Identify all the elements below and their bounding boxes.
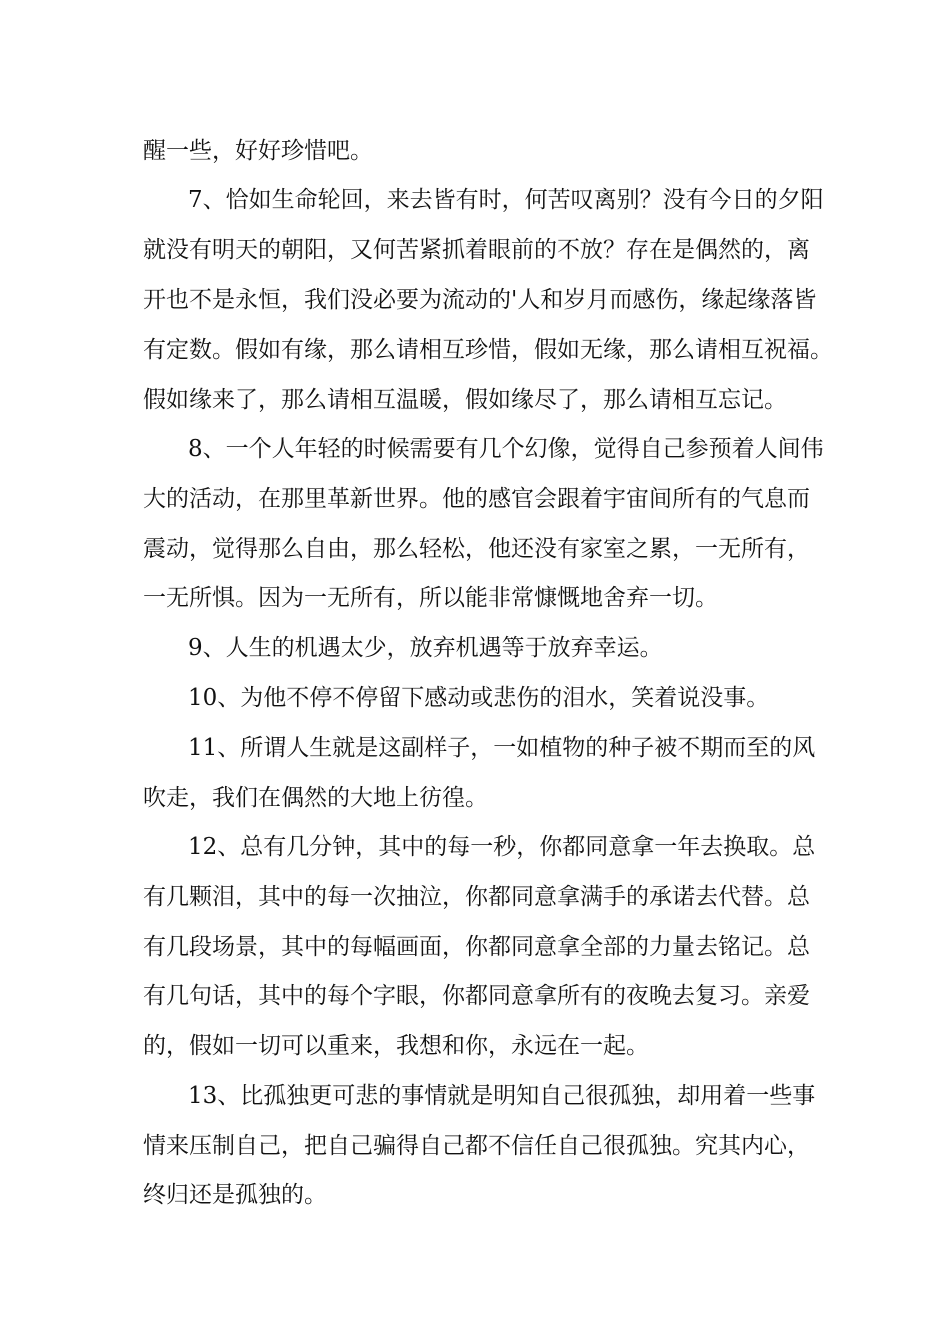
paragraph-8-line-4: 一无所惧。因为一无所有，所以能非常慷慨地舍弃一切。 (143, 585, 718, 611)
paragraph-9-line-1: 9、人生的机遇太少，放弃机遇等于放弃幸运。 (188, 635, 663, 661)
paragraph-7-line-1: 7、恰如生命轮回，来去皆有时，何苦叹离别？没有今日的夕阳 (188, 187, 824, 213)
paragraph-12-line-3: 有几段场景，其中的每幅画面，你都同意拿全部的力量去铭记。总 (143, 934, 810, 960)
paragraph-10-line-1: 10、为他不停不停留下感动或悲伤的泪水，笑着说没事。 (188, 685, 770, 711)
paragraph-13-line-2: 情来压制自己，把自己骗得自己都不信任自己很孤独。究其内心， (143, 1133, 810, 1159)
paragraph-8-line-3: 震动，觉得那么自由，那么轻松，他还没有家室之累，一无所有， (143, 536, 810, 562)
paragraph-11-line-2: 吹走，我们在偶然的大地上彷徨。 (143, 785, 488, 811)
paragraph-12-line-4: 有几句话，其中的每个字眼，你都同意拿所有的夜晚去复习。亲爱 (143, 983, 810, 1009)
paragraph-8-line-1: 8、一个人年轻的时候需要有几个幻像，觉得自己参预着人间伟 (188, 436, 824, 462)
paragraph-8-line-2: 大的活动，在那里革新世界。他的感官会跟着宇宙间所有的气息而 (143, 486, 810, 512)
paragraph-13-line-3: 终归还是孤独的。 (143, 1182, 327, 1208)
paragraph-12-line-5: 的，假如一切可以重来，我想和你，永远在一起。 (143, 1033, 649, 1059)
paragraph-12-line-2: 有几颗泪，其中的每一次抽泣，你都同意拿满手的承诺去代替。总 (143, 884, 810, 910)
paragraph-7-line-2: 就没有明天的朝阳，又何苦紧抓着眼前的不放？存在是偶然的，离 (143, 237, 810, 263)
paragraph-12-line-1: 12、总有几分钟，其中的每一秒，你都同意拿一年去换取。总 (188, 834, 816, 860)
paragraph-11-line-1: 11、所谓人生就是这副样子，一如植物的种子被不期而至的风 (188, 735, 816, 761)
paragraph-13-line-1: 13、比孤独更可悲的事情就是明知自己很孤独，却用着一些事 (188, 1083, 816, 1109)
paragraph-6-line-1: 醒一些，好好珍惜吧。 (143, 138, 373, 164)
paragraph-7-line-5: 假如缘来了，那么请相互温暖，假如缘尽了，那么请相互忘记。 (143, 387, 787, 413)
paragraph-7-line-4: 有定数。假如有缘，那么请相互珍惜，假如无缘，那么请相互祝福。 (143, 337, 833, 363)
paragraph-7-line-3: 开也不是永恒，我们没必要为流动的'人和岁月而感伤，缘起缘落皆 (143, 287, 817, 313)
